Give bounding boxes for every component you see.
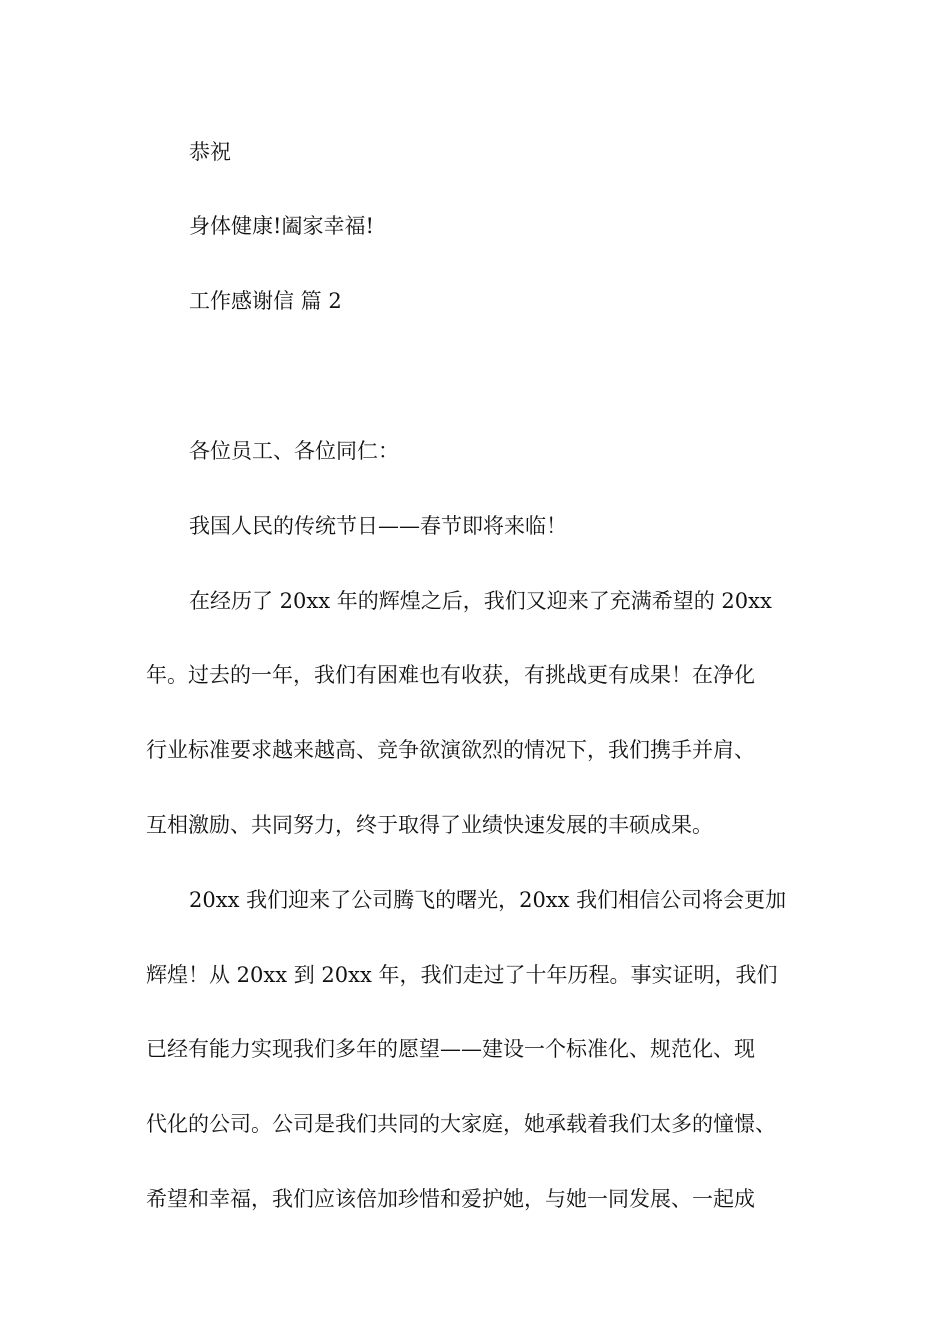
section-title: 工作感谢信 篇 2 [189, 289, 342, 313]
paragraph-line: 已经有能力实现我们多年的愿望——建设一个标准化、规范化、现 [146, 1037, 755, 1061]
paragraph-line: 辉煌！从 20xx 到 20xx 年，我们走过了十年历程。事实证明，我们 [146, 963, 778, 987]
paragraph-line: 年。过去的一年，我们有困难也有收获，有挑战更有成果！在净化 [146, 663, 755, 687]
paragraph-line: 20xx 我们迎来了公司腾飞的曙光，20xx 我们相信公司将会更加 [189, 888, 787, 912]
paragraph-line: 希望和幸福，我们应该倍加珍惜和爱护她，与她一同发展、一起成 [146, 1187, 755, 1211]
paragraph-line: 互相激励、共同努力，终于取得了业绩快速发展的丰硕成果。 [146, 813, 713, 837]
paragraph-line: 行业标准要求越来越高、竞争欲演欲烈的情况下，我们携手并肩、 [146, 738, 755, 762]
closing-greeting: 恭祝 [189, 140, 231, 164]
salutation: 各位员工、各位同仁： [189, 439, 399, 463]
paragraph-line: 代化的公司。公司是我们共同的大家庭，她承载着我们太多的憧憬、 [146, 1112, 776, 1136]
closing-wish: 身体健康!阖家幸福! [189, 214, 374, 238]
paragraph-line: 我国人民的传统节日——春节即将来临！ [189, 514, 567, 538]
paragraph-line: 在经历了 20xx 年的辉煌之后，我们又迎来了充满希望的 20xx [189, 589, 772, 613]
